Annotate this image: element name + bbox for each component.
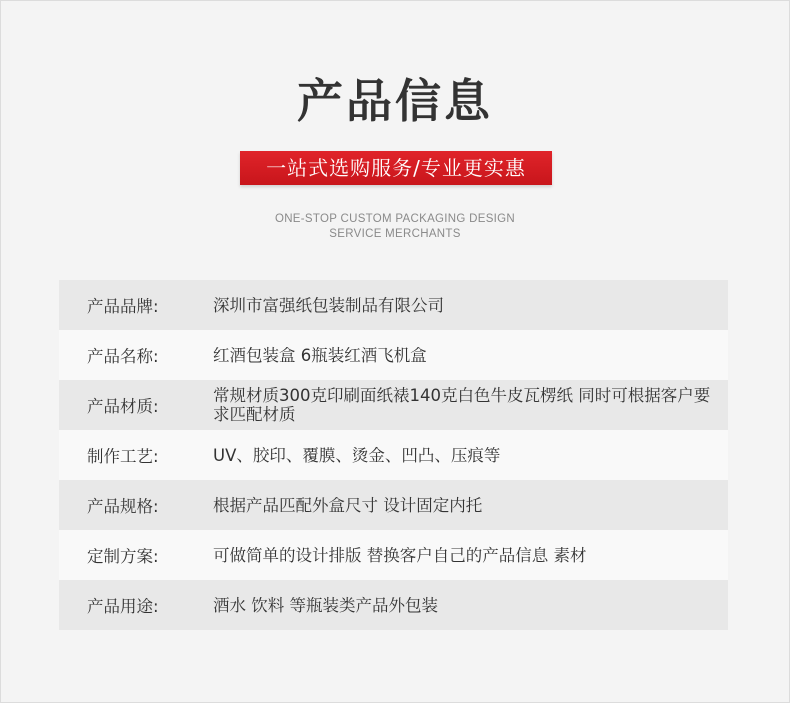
page-title: 产品信息 [297, 74, 493, 128]
product-info-table [59, 280, 728, 630]
row-value: 根据产品匹配外盒尺寸 设计固定内托 [213, 495, 483, 515]
row-label: 产品规格: [87, 497, 159, 516]
row-value: 酒水 饮料 等瓶装类产品外包装 [213, 595, 438, 615]
info-row-brand [59, 280, 728, 330]
row-value: 深圳市富强纸包装制品有限公司 [213, 295, 444, 315]
row-value: UV、胶印、覆膜、烫金、凹凸、压痕等 [213, 445, 501, 465]
info-row-process [59, 430, 728, 480]
row-value: 可做简单的设计排版 替换客户自己的产品信息 素材 [213, 545, 587, 565]
info-row-plan [59, 530, 728, 580]
row-label: 产品名称: [87, 347, 159, 366]
subtitle-line-2: SERVICE MERCHANTS [329, 228, 461, 240]
info-row-spec [59, 480, 728, 530]
row-label: 产品用途: [87, 597, 159, 616]
row-label: 制作工艺: [87, 447, 159, 466]
row-value: 红酒包装盒 6瓶装红酒飞机盒 [213, 345, 427, 365]
info-row-usage [59, 580, 728, 630]
service-banner: 一站式选购服务/专业更实惠 [240, 151, 552, 185]
info-row-material [59, 380, 728, 430]
row-label: 产品材质: [87, 397, 159, 416]
subtitle-line-1: ONE-STOP CUSTOM PACKAGING DESIGN [274, 213, 516, 225]
row-value: 常规材质300克印刷面纸裱140克白色牛皮瓦楞纸 同时可根据客户要求匹配材质 [213, 386, 711, 424]
row-label: 产品品牌: [87, 297, 159, 316]
row-label: 定制方案: [87, 547, 159, 566]
info-row-name [59, 330, 728, 380]
